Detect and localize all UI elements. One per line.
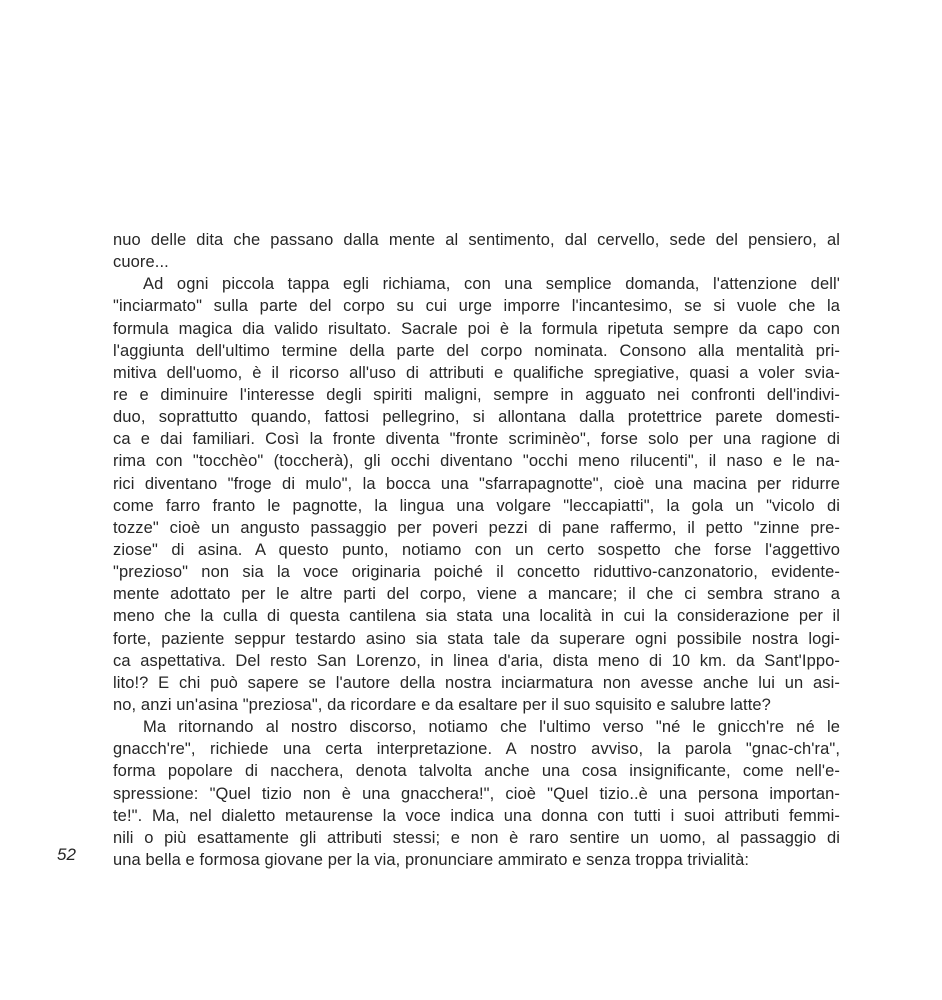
text-line: forte, paziente seppur testardo asino sia stata tale da superare ogni possibile nostra logi- bbox=[113, 629, 840, 648]
text-line: ca e dai familiari. Così la fronte diventa "fronte scriminèo", forse solo per una ragione di bbox=[113, 430, 840, 449]
text-line: gnacch're", richiede una certa interpretazione. A nostro avviso, la parola "gnac-ch'ra", bbox=[113, 740, 840, 759]
text-line: duo, soprattutto quando, fattosi pellegrino, si allontana dalla protettrice parete domesti- bbox=[113, 408, 840, 427]
text-line: meno che la culla di questa cantilena sia stata una località in cui la considerazione per il bbox=[113, 607, 840, 626]
text-line: lito!? E chi può sapere se l'autore della nostra inciarmatura non avesse anche lui un asi- bbox=[113, 673, 840, 692]
text-line: formula magica dia valido risultato. Sacrale poi è la formula ripetuta sempre da capo con bbox=[113, 319, 840, 338]
text-line: forma popolare di nacchera, denota talvolta anche una cosa insignificante, come nell'e- bbox=[113, 762, 840, 781]
text-line: te!". Ma, nel dialetto metaurense la voce indica una donna con tutti i suoi attributi femmi- bbox=[113, 806, 840, 825]
text-line: tozze" cioè un angusto passaggio per poveri pezzi di pane raffermo, il petto "zinne pre- bbox=[113, 518, 840, 537]
text-line: cuore... bbox=[113, 253, 169, 272]
body-text bbox=[113, 229, 840, 871]
text-line: rici diventano "froge di mulo", la bocca una "sfarrapagnotte", cioè una macina per ridurre bbox=[113, 474, 840, 493]
text-line: ca aspettativa. Del resto San Lorenzo, in linea d'aria, dista meno di 10 km. da Sant'Ippo- bbox=[113, 651, 840, 670]
text-line: ziose" di asina. A questo punto, notiamo con un certo sospetto che forse l'aggettivo bbox=[113, 540, 840, 559]
text-line: Ma ritornando al nostro discorso, notiamo che l'ultimo verso "né le gnicch're né le bbox=[143, 718, 840, 737]
text-line: spressione: "Quel tizio non è una gnacchera!", cioè "Quel tizio..è una persona importan- bbox=[113, 784, 840, 803]
text-line: l'aggiunta dell'ultimo termine della parte del corpo nominata. Consono alla mentalità pri- bbox=[113, 341, 840, 360]
text-line: nili o più esattamente gli attributi stessi; e non è raro sentire un uomo, al passaggio di bbox=[113, 828, 840, 847]
text-line: "prezioso" non sia la voce originaria poiché il concetto riduttivo-canzonatorio, evidente- bbox=[113, 563, 840, 582]
text-line: "inciarmato" sulla parte del corpo su cui urge imporre l'incantesimo, se si vuole che la bbox=[113, 297, 840, 316]
page-number: 52 bbox=[57, 845, 76, 864]
text-line: nuo delle dita che passano dalla mente al sentimento, dal cervello, sede del pensiero, al bbox=[113, 231, 840, 249]
text-line: una bella e formosa giovane per la via, pronunciare ammirato e senza troppa trivialità: bbox=[113, 850, 750, 869]
text-line: re e diminuire l'interesse degli spiriti maligni, sempre in agguato nei confronti dell'indivi- bbox=[113, 385, 840, 404]
text-line: rima con "tocchèo" (toccherà), gli occhi diventano "occhi meno rilucenti", il naso e le na- bbox=[113, 452, 840, 471]
text-line: mente adottato per le altre parti del corpo, viene a mancare; il che ci sembra strano a bbox=[113, 585, 840, 604]
text-line: Ad ogni piccola tappa egli richiama, con una semplice domanda, l'attenzione dell' bbox=[143, 275, 840, 294]
text-line: come farro franto le pagnotte, la lingua una volgare "leccapiatti", la gola un "vicolo di bbox=[113, 496, 840, 515]
text-line: no, anzi un'asina "preziosa", da ricordare e da esaltare per il suo squisito e salubre latte? bbox=[113, 695, 771, 714]
text-line: mitiva dell'uomo, è il ricorso all'uso di attributi e qualifiche spregiative, quasi a voler svia- bbox=[113, 363, 840, 382]
